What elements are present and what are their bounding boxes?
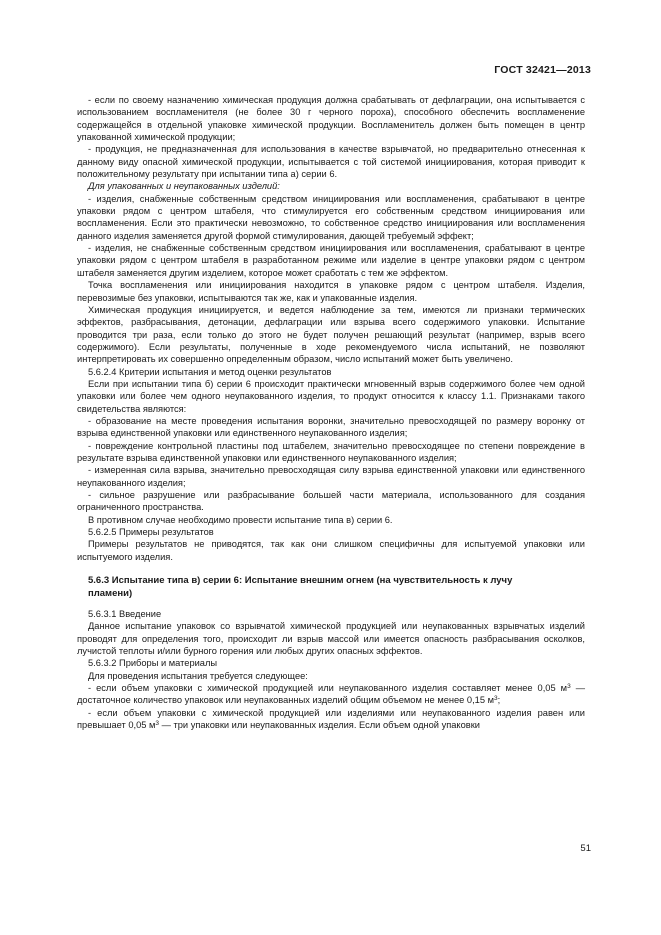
- clause-heading: 5.6.3.2 Приборы и материалы: [88, 658, 218, 669]
- paragraph: - изделия, снабженные собственным средством инициирования или воспламенения, срабатывают в центре упаковки рядом с центром штабеля, что стимулируется его собственным средством инициирования или воспламенения. Если это практически невозможно, то собственное средство инициирования или воспламенения данного изделия заменяется другой формой стимулирования, дающей требуемый эффект;: [77, 193, 585, 241]
- list-item: - повреждение контрольной пластины под штабелем, значительно превосходящее по степени повреждение в результате взрыва единственной упаковки или единственного неупакованного изделия;: [77, 440, 585, 463]
- paragraph: Если при испытании типа б) серии 6 происходит практически мгновенный взрыв содержимого более чем одной упаковки или более чем одного неупакованного изделия, то продукт относится к классу 1.1. Признаками такого свидетельства являются:: [77, 378, 585, 414]
- superscript: 3: [494, 695, 498, 703]
- superscript: 3: [567, 683, 571, 691]
- paragraph: - продукция, не предназначенная для использования в качестве взрывчатой, но предварительно отнесенная к данному виду опасной химической продукции, испытывается с той системой инициирования, которая приводит к положительному результату при испытании типа а) серии 6.: [77, 144, 585, 180]
- clause-heading: 5.6.2.5 Примеры результатов: [88, 527, 214, 538]
- list-item: - измеренная сила взрыва, значительно превосходящая силу взрыва единственной упаковки или единственного неупакованного изделия;: [77, 465, 585, 488]
- section-title: [88, 575, 585, 600]
- paragraph: - изделия, не снабженные собственным средством инициирования или воспламенения, срабатывают в центре упаковки рядом с центром штабеля в разработанном режиме или изделие в центре упаковки рядом с центром штабеля заменяется другим изделием, которое может сработать с тем же эффектом.: [77, 243, 585, 278]
- paragraph: Примеры результатов не приводятся, так как они слишком специфичны для испытуемой упаковки или испытуемого изделия.: [77, 539, 585, 562]
- clause-heading: 5.6.2.4 Критерии испытания и метод оценки результатов: [88, 366, 332, 377]
- clause-heading: 5.6.3.1 Введение: [88, 609, 162, 620]
- paragraph: В противном случае необходимо провести испытание типа в) серии 6.: [88, 514, 393, 525]
- list-item: - образование на месте проведения испытания воронки, значительно превосходящей по размеру воронку от взрыва единственной упаковки или единственного неупакованного изделия;: [77, 415, 585, 439]
- paragraph: Для проведения испытания требуется следующее:: [88, 670, 308, 681]
- list-item: [77, 682, 585, 707]
- list-item: - сильное разрушение или разбрасывание большей части материала, использованного для создания ограниченного пространства.: [77, 490, 585, 513]
- paragraph: Химическая продукция инициируется, и ведется наблюдение за тем, имеются ли признаки термических эффектов, разбрасывания, детонации, дефлаграции или взрыва всего содержимого упаковки. Испытание проводится три раза, если только до этого не будет получен решающий результат (например, взрыв всего содержимого). Если результаты, полученные в ходе рекомендуемого числа испытаний, не позволяют интерпретировать их совершенно определенным образом, число испытаний может быть увеличено.: [77, 304, 585, 365]
- paragraph: Точка воспламенения или инициирования находится в упаковке рядом с центром штабеля. Изделия, перевозимые без упаковки, испытываются так же, как и упакованные изделия.: [77, 280, 585, 303]
- list-item-text: - если объем упаковки с химической продукцией или изделиями или неупакованного изделия равен или превышает 0,05 м: [77, 707, 585, 731]
- list-item-text: — достаточное количество упаковок или неупакованных изделий общим объемом не менее 0,15 м: [77, 683, 585, 706]
- document-body: [77, 94, 585, 732]
- section-title-line1: 5.6.3 Испытание типа в) серии 6: Испытание внешним огнем (на чувствительность к лучу: [88, 575, 513, 587]
- standard-header: ГОСТ 32421—2013: [494, 64, 591, 76]
- list-item-text: ;: [497, 695, 501, 706]
- subheading-italic: Для упакованных и неупакованных изделий:: [88, 181, 280, 192]
- list-item-text: - если объем упаковки с химической продукцией или неупакованного изделия составляет менее 0,05 м: [88, 683, 568, 694]
- paragraph: Данное испытание упаковок со взрывчатой химической продукцией или неупакованных взрывчатых изделий проводят для определения того, происходит ли взрыв массой или имеется опасность разбрасывания осколков, лучистой теплоты и/или бурного горения или любых других опасных эффектов.: [77, 621, 585, 657]
- page-number: 51: [580, 843, 591, 854]
- section-title-line2: пламени): [88, 587, 133, 599]
- list-item: [77, 707, 585, 732]
- paragraph: - если по своему назначению химическая продукция должна срабатывать от дефлаграции, она испытывается с использованием воспламенителя (не более 30 г черного пороха), способного обеспечить воспламенение содержащейся в отдельной упаковке химической продукции. Воспламенитель должен быть помещен в центр упакованной химической продукции;: [77, 95, 585, 143]
- superscript: 3: [155, 720, 160, 728]
- list-item-text: — три упаковки или неупакованных изделия. Если объем одной упаковки: [159, 720, 480, 731]
